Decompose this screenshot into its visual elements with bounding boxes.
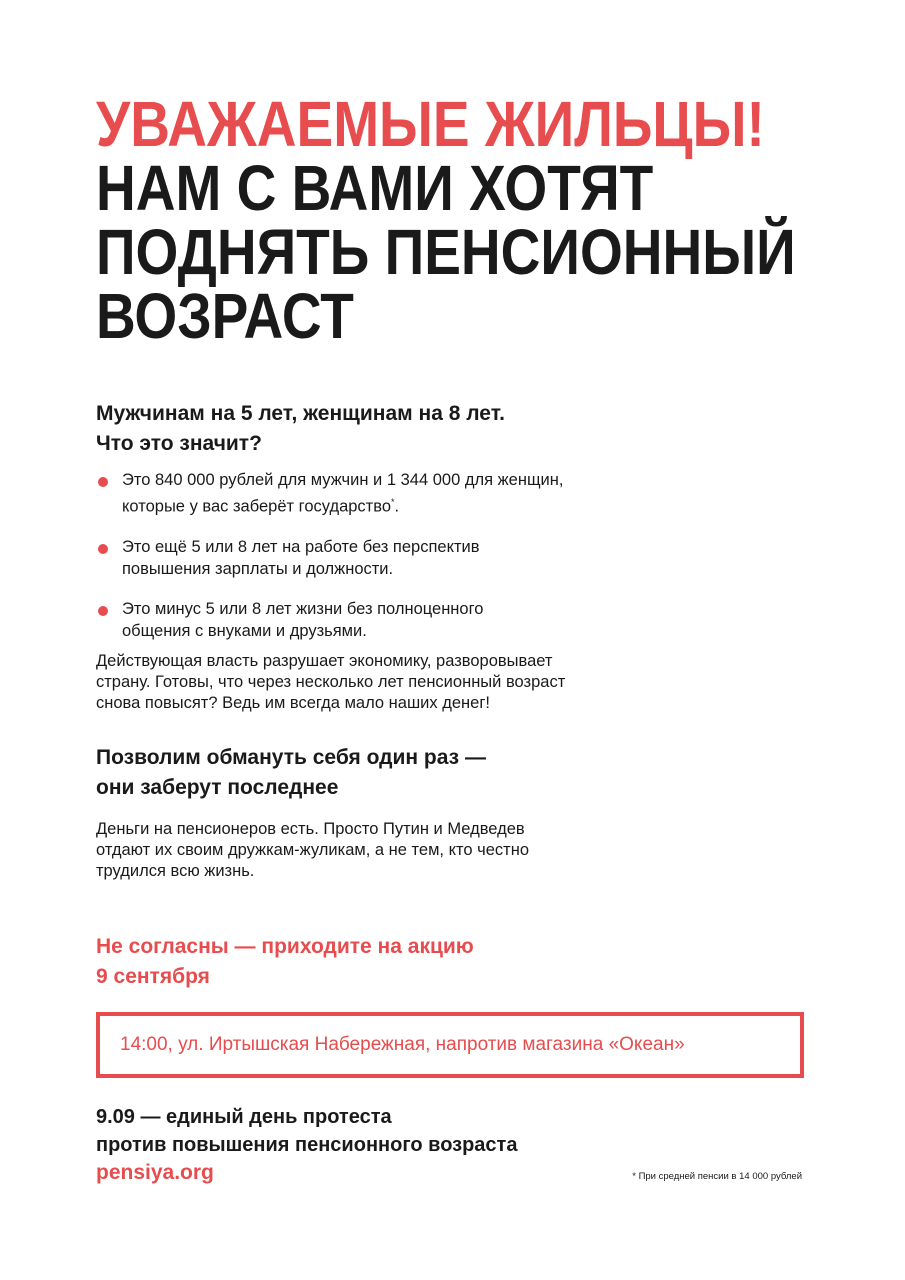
bullet-2-line-2: повышения зарплаты и должности. (122, 559, 394, 578)
paragraph1-line-3: снова повысят? Ведь им всегда мало наших денег! (96, 694, 490, 712)
bullet-dot-icon (98, 477, 108, 487)
call-to-action (96, 932, 474, 992)
cta-line-2: 9 сентября (96, 965, 210, 988)
warning-line-1: Позволим обмануть себя один раз — (96, 746, 486, 769)
bullet-1-line-2-text: которые у вас заберёт государство (122, 497, 391, 516)
footnote: * При средней пенсии в 14 000 рублей (632, 1171, 802, 1182)
consequences-list (96, 469, 716, 658)
cta-line-1: Не согласны — приходите на акцию (96, 935, 474, 958)
main-headline (96, 88, 796, 352)
list-item (96, 536, 716, 580)
paragraph1-line-1: Действующая власть разрушает экономику, разворовывает (96, 652, 553, 670)
bullet-3-line-1: Это минус 5 или 8 лет жизни без полноценного (122, 599, 484, 618)
footer-line-2: против повышения пенсионного возраста (96, 1134, 518, 1156)
list-item (96, 469, 716, 518)
bullet-2-line-1: Это ещё 5 или 8 лет на работе без перспектив (122, 537, 480, 556)
headline-line-3: ПОДНЯТЬ ПЕНСИОННЫЙ (96, 216, 796, 288)
paragraph1-line-2: страну. Готовы, что через несколько лет пенсионный возраст (96, 673, 566, 691)
bullet-1-tail: . (394, 497, 400, 516)
bullet-1-line-2 (122, 491, 716, 518)
warning-heading (96, 743, 486, 803)
headline-line-2: НАМ С ВАМИ ХОТЯТ (96, 152, 654, 224)
bullet-1-line-1: Это 840 000 рублей для мужчин и 1 344 000 для женщин, (122, 471, 564, 489)
money-paragraph (96, 819, 716, 882)
intro-heading (96, 399, 505, 459)
headline-greeting: УВАЖАЕМЫЕ ЖИЛЬЦЫ! (96, 88, 765, 160)
economy-paragraph (96, 651, 716, 714)
headline-line-4: ВОЗРАСТ (96, 280, 354, 352)
event-location-box (96, 1012, 804, 1078)
intro-line-2: Что это значит? (96, 432, 262, 455)
paragraph2-line-2: отдают их своим дружкам-жуликам, а не тем, кто честно (96, 841, 529, 859)
footer-line-1: 9.09 — единый день протеста (96, 1106, 392, 1128)
warning-line-2: они заберут последнее (96, 776, 339, 799)
intro-line-1: Мужчинам на 5 лет, женщинам на 8 лет. (96, 402, 505, 425)
list-item (96, 598, 716, 642)
bullet-dot-icon (98, 544, 108, 554)
paragraph2-line-1: Деньги на пенсионеров есть. Просто Путин и Медведев (96, 820, 525, 838)
bullet-dot-icon (98, 606, 108, 616)
bullet-3-line-2: общения с внуками и друзьями. (122, 621, 367, 640)
website-link[interactable]: pensiya.org (96, 1161, 214, 1184)
event-details: 14:00, ул. Иртышская Набережная, напротив магазина «Океан» (120, 1034, 685, 1055)
protest-day-text (96, 1103, 517, 1159)
footnote-mark: * (391, 497, 395, 507)
paragraph2-line-3: трудился всю жизнь. (96, 862, 255, 880)
